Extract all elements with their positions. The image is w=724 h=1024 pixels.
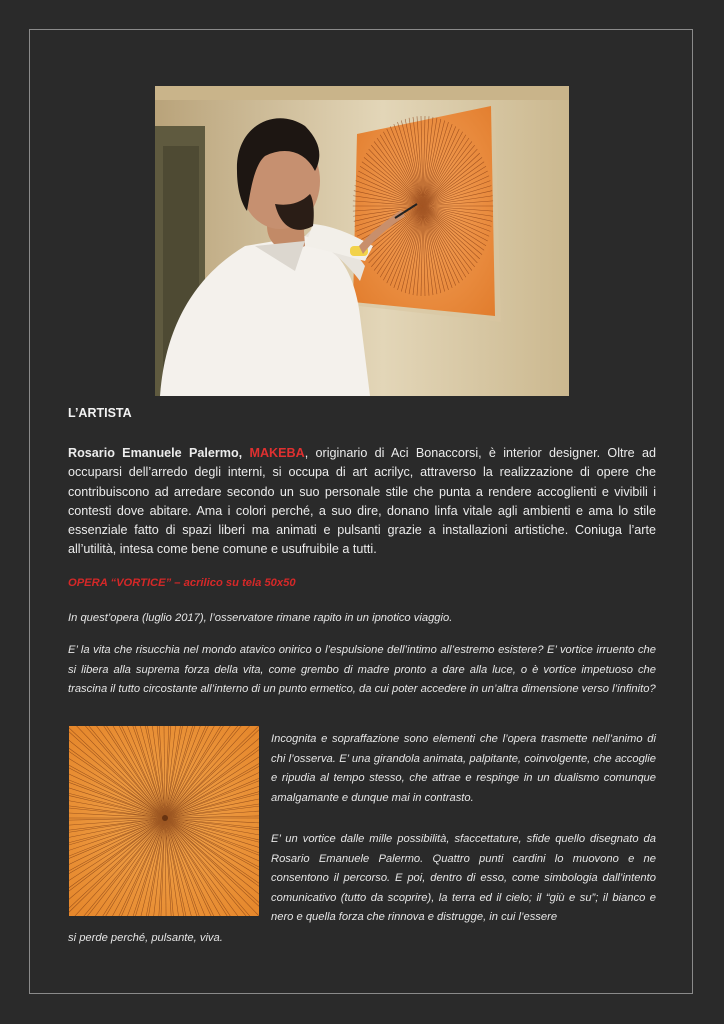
artist-name: Rosario Emanuele Palermo, xyxy=(68,446,243,460)
bio-text: , originario di Aci Bonaccorsi, è interior designer. Oltre ad occuparsi dell’arredo degli interni, si occupa di art acrilyc, attraverso la realizzazione di opere che contribuiscono ad arredare secondo un suo personale stile che punta a rendere accoglienti e vivibili i contesti dove abitare. Ama i colori perché, a suo dire, donano linfa vitale agli ambienti e ama lo stile essenziale fatto di spazi liberi ma animati e pulsanti grazie a installazioni artistiche. Coniuga l’arte all’utilità, intesa come bene comune e usufruibile a tutti. xyxy=(68,446,656,557)
section-title: L’ARTISTA xyxy=(68,406,132,420)
artist-nickname: MAKEBA xyxy=(249,446,305,460)
paragraph-end: si perde perché, pulsante, viva. xyxy=(68,932,223,944)
paragraph-vortice: E’ un vortice dalle mille possibilità, sfaccettature, sfide quello disegnato da Rosario Emanuele Palermo. Quattro punti cardini lo muovono e ne consentono il percorso. E poi, dentro di esso, come simbologia dall’intento comunicativo (tutto da scoprire), la terra ed il cielo; il “giù e su”; il bianco e nero e quella forza che rinnova e distrugge, in cui l’essere xyxy=(271,833,656,923)
artist-bio xyxy=(68,444,656,560)
vortice-painting xyxy=(69,726,259,916)
paragraph-questions: E’ la vita che risucchia nel mondo atavico onirico o l’espulsione dell’intimo all’estremo esistere? E’ vortice irruento che si libera alla suprema forza della vita, come grembo di madre pronto a dare alla luce, o è vortice impetuoso che trascina il tutto circostante all’interno di un punto ermetico, da cui poter accedere in un’altra dimensione verso l’infinito? xyxy=(68,644,656,695)
paragraph-incognita: Incognita e sopraffazione sono elementi che l’opera trasmette nell’animo di chi l’osserva. E’ una girandola animata, palpitante, coinvolgente, che accoglie e ripudia al tempo stesso, che attrae e respinge in un dualismo comunque amalgamante e dunque mai in contrasto. xyxy=(271,733,656,804)
artist-photo xyxy=(155,86,569,396)
paragraph-intro: In quest’opera (luglio 2017), l’osservatore rimane rapito in un ipnotico viaggio. xyxy=(68,612,453,624)
opera-title: OPERA “VORTICE” – acrilico su tela 50x50 xyxy=(68,577,296,589)
